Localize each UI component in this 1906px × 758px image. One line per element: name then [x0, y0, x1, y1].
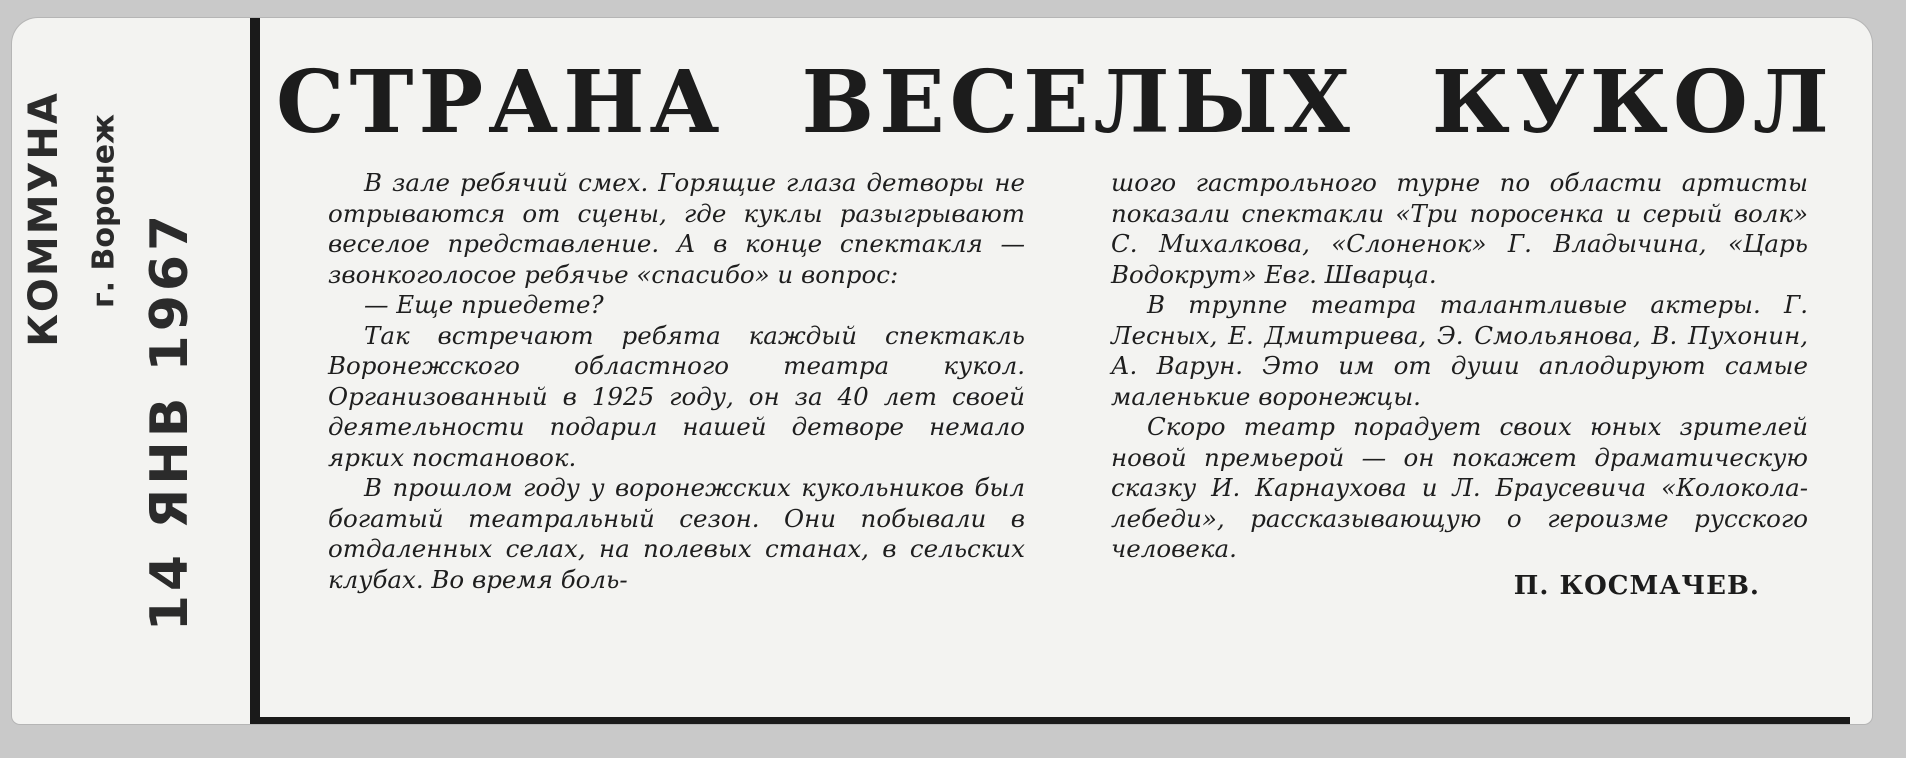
- stamp-city: г. Воронеж: [86, 113, 122, 309]
- article-column-2: [1111, 168, 1808, 688]
- article-body: [328, 168, 1808, 688]
- stamp-publication: КОММУНА: [21, 91, 67, 347]
- paragraph: В зале ребячий смех. Горящие глаза детворы не отрываются от сцены, где куклы разыгрывают веселое представление. А в конце спектакля — звонкоголосое ребячье «спасибо» и вопрос:: [328, 168, 1025, 289]
- paragraph: Так встречают ребята каждый спектакль Воронежского областного театра кукол. Организованный в 1925 году, он за 40 лет своей деятельности подарил нашей детворе немало ярких постановок.: [328, 320, 1025, 472]
- paragraph: В труппе театра талантливые актеры. Г. Лесных, Е. Дмитриева, Э. Смольянова, В. Пухонин, А. Варун. Это им от души аплодируют самые маленькие воронежцы.: [1111, 290, 1808, 411]
- article: [250, 18, 1850, 724]
- newspaper-clipping: [12, 18, 1872, 724]
- stamp-date: 14 ЯНВ 1967: [140, 210, 200, 632]
- paragraph: шого гастрольного турне по области артисты показали спектакли «Три поросенка и серый волк» С. Михалкова, «Слоненок» Г. Владычина, «Царь Водокрут» Евг. Шварца.: [1111, 168, 1808, 289]
- paragraph: Скоро театр порадует своих юных зрителей новой премьерой — он покажет драматическую сказку И. Карнаухова и Л. Браусевича «Колокола-лебеди», рассказывающую о героизме русского человека.: [1111, 412, 1808, 563]
- article-column-1: [328, 168, 1025, 688]
- paragraph: В прошлом году у воронежских кукольников был богатый театральный сезон. Они побывали в отдаленных селах, на полевых станах, в сельских клубах. Во время боль-: [328, 473, 1025, 594]
- archive-stamp: [12, 18, 252, 724]
- article-byline: П. КОСМАЧЕВ.: [1513, 570, 1760, 601]
- paragraph: — Еще приедете?: [364, 290, 604, 319]
- article-headline: СТРАНА ВЕСЕЛЫХ КУКОЛ: [276, 52, 1834, 153]
